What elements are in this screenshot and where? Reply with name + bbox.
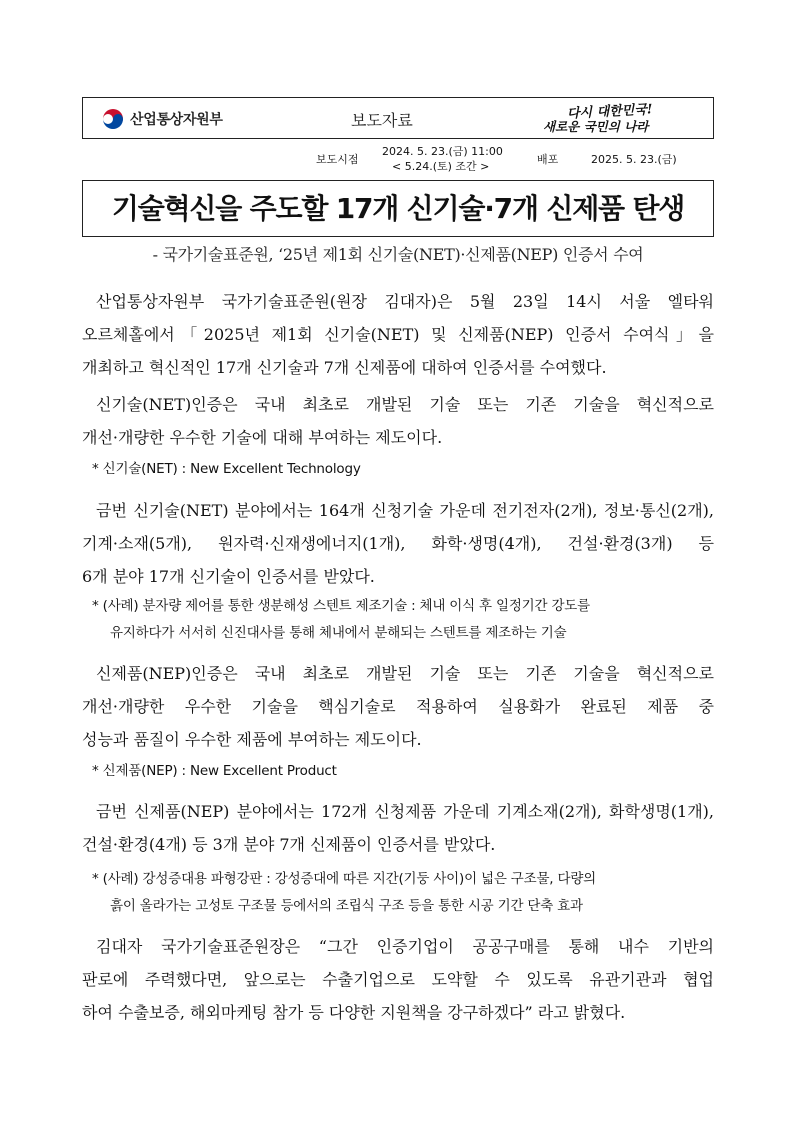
note-net [92,456,714,483]
ministry-name: 산업통상자원부 [130,112,223,128]
case-example-2 [92,866,714,920]
text-line: 개선·개량한 우수한 기술을 핵심기술로 적용하여 실용화가 완료된 제품 중 [82,697,714,716]
taegeuk-icon [101,107,125,131]
paragraph-net-definition [82,388,714,454]
text-line: 건설·환경(4개) 등 3개 분야 7개 신제품이 인증서를 받았다. [82,835,496,854]
headline-subtitle: - 국가기술표준원, ‘25년 제1회 신기술(NET)·신제품(NEP) 인증서 수여 [152,245,644,264]
text-line: 하여 수출보증, 해외마케팅 참가 등 다양한 지원책을 강구하겠다” 라고 밝혔다. [82,1003,626,1022]
release-time: 2024. 5. 23.(금) 11:00 [382,145,503,158]
note-line: * 신기술(NET) : New Excellent Technology [92,461,361,477]
text-line: 성능과 품질이 우수한 제품에 부여하는 제도이다. [82,730,422,749]
note-line: * 신제품(NEP) : New Excellent Product [92,763,337,779]
distribution-label: 배포 [537,153,559,166]
text-line: 6개 분야 17개 신기술이 인증서를 받았다. [82,567,375,586]
svg-text:다시 대한민국!: 다시 대한민국! [566,102,653,122]
text-line: 금번 신제품(NEP) 분야에서는 172개 신청제품 가운데 기계소재(2개), 화학생명(1개), [96,802,714,821]
press-release-label: 보도자료 [351,111,413,130]
text-line: 판로에 주력했다면, 앞으로는 수출기업으로 도약할 수 있도록 유관기관과 협업 [82,970,714,989]
press-header [82,97,714,139]
paragraph-intro [82,285,714,384]
text-line: 산업통상자원부 국가기술표준원(원장 김대자)은 5월 23일 14시 서울 엘타워 [96,292,714,311]
note-line: * (사례) 강성증대용 파형강판 : 강성증대에 따른 지간(기둥 사이)이 넓은 구조물, 다량의 [92,871,597,887]
distribution-date: 2025. 5. 23.(금) [591,153,677,166]
text-line: 개최하고 혁신적인 17개 신기술과 7개 신제품에 대하여 인증서를 수여했다. [82,358,607,377]
headline-box [82,180,714,237]
text-line: 신제품(NEP)인증은 국내 최초로 개발된 기술 또는 기존 기술을 혁신적으로 [96,664,714,683]
text-line: 김대자 국가기술표준원장은 “그간 인증기업이 공공구매를 통해 내수 기반의 [96,937,714,956]
note-line: * (사례) 분자량 제어를 통한 생분해성 스텐트 제조기술 : 체내 이식 후 일정기간 강도를 [92,598,590,614]
paragraph-nep-results [82,795,714,861]
note-line: 유지하다가 서서히 신진대사를 통해 체내에서 분해되는 스텐트를 제조하는 기술 [110,625,567,641]
text-line: 금번 신기술(NET) 분야에서는 164개 신청기술 가운데 전기전자(2개), 정보·통신(2개), [96,501,714,520]
text-line: 기계·소재(5개), 원자력·신재생에너지(1개), 화학·생명(4개), 건설·환경(3개) 등 [82,534,714,553]
release-label: 보도시점 [316,153,359,166]
paragraph-director-quote [82,930,714,1029]
note-nep [92,758,714,785]
slogan-handwriting [539,100,699,136]
case-example-1 [92,593,714,647]
ministry-logo [101,107,223,131]
paragraph-net-results [82,494,714,593]
release-note: < 5.24.(토) 조간 > [392,160,490,173]
text-line: 신기술(NET)인증은 국내 최초로 개발된 기술 또는 기존 기술을 혁신적으로 [96,395,714,414]
note-line: 흙이 올라가는 고성토 구조물 등에서의 조립식 구조 등을 통한 시공 기간 단축 효과 [110,898,583,914]
svg-text:새로운 국민의 나라: 새로운 국민의 나라 [543,119,649,134]
paragraph-nep-definition [82,657,714,756]
text-line: 오르체홀에서「2025년 제1회 신기술(NET) 및 신제품(NEP) 인증서 수여식」을 [82,325,714,344]
text-line: 개선·개량한 우수한 기술에 대해 부여하는 제도이다. [82,428,443,447]
headline-title: 기술혁신을 주도할 17개 신기술·7개 신제품 탄생 [111,192,685,225]
